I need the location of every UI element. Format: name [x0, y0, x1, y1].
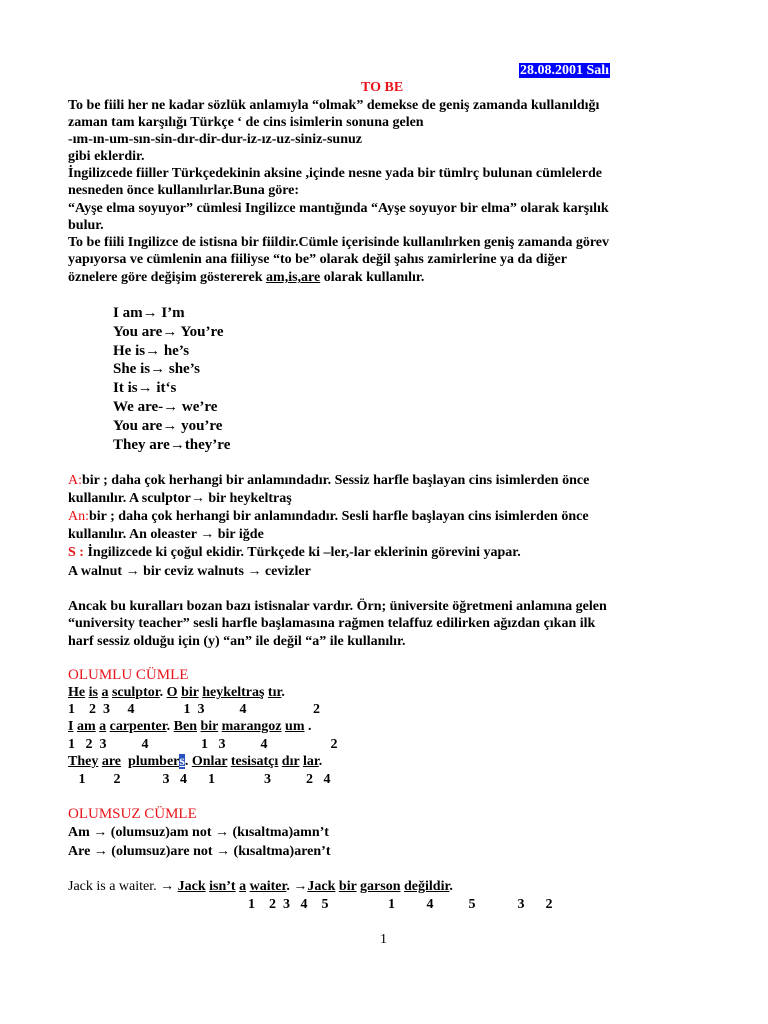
arrow-icon: → — [93, 844, 108, 859]
arrow-icon: → — [215, 825, 230, 840]
arrow-icon: → — [145, 343, 161, 359]
contraction-item: We are-→ we’re — [113, 399, 218, 415]
intro-line: nesneden önce kullanılırlar.Buna göre: — [68, 183, 300, 198]
arrow-icon: → — [247, 564, 262, 579]
arrow-icon: → — [137, 380, 153, 396]
contraction-item: It is→ it‘s — [113, 380, 177, 396]
positive-numbers-3: 1 2 3 4 1 3 2 4 — [68, 772, 331, 787]
article-a-example: kullanılır. A sculptor→ bir heykeltraş — [68, 491, 292, 506]
article-an-line: An:bir ; daha çok herhangi bir anlamındadır. Sesli harfle başlayan cins isimlerden önce — [68, 509, 589, 524]
arrow-icon: → — [162, 418, 178, 434]
walnut-example: A walnut → bir ceviz walnuts → cevizler — [68, 564, 311, 579]
article-an-example: kullanılır. An oleaster → bir iğde — [68, 527, 264, 542]
negative-sentence: Jack is a waiter. → Jack isn’t a waiter. →Jack bir garson değildir. — [68, 879, 453, 894]
arrow-icon: → — [125, 564, 140, 579]
exception-line: Ancak bu kuralları bozan bazı istisnalar vardır. Örn; üniversite öğretmeni anlamına gelen — [68, 599, 607, 614]
arrow-icon: → — [142, 305, 158, 321]
arrow-icon: → — [200, 527, 215, 542]
positive-numbers-1: 1 2 3 4 1 3 4 2 — [68, 702, 320, 717]
arrow-icon: → — [93, 825, 108, 840]
negative-are-line: Are → (olumsuz)are not → (kısaltma)aren’t — [68, 844, 331, 859]
positive-heading: OLUMLU CÜMLE — [68, 667, 189, 683]
arrow-icon: → — [190, 491, 205, 506]
contraction-item: I am→ I’m — [113, 305, 185, 321]
arrow-icon: → — [293, 879, 308, 894]
exception-line: harf sessiz olduğu için (y) “an” ile değil “a” ile kullanılır. — [68, 634, 406, 649]
intro-line: To be fiili her ne kadar sözlük anlamıyla “olmak” demekse de geniş zamanda kullanıldığı — [68, 98, 600, 113]
arrow-icon: → — [150, 361, 166, 377]
positive-numbers-2: 1 2 3 4 1 3 4 2 — [68, 737, 338, 752]
arrow-icon: → — [160, 879, 175, 894]
exception-line: “university teacher” sesli harfle başlamasına rağmen telaffuz edilirken ağızdan çıkan ilk — [68, 616, 596, 631]
intro-line: -ım-ın-um-sın-sin-dır-dir-dur-iz-ız-uz-siniz-sunuz — [68, 132, 362, 147]
contraction-item: He is→ he’s — [113, 343, 190, 359]
contraction-item: They are→they’re — [113, 437, 231, 453]
intro-line: öznelere göre değişim göstererek am,is,are olarak kullanılır. — [68, 270, 425, 285]
plural-s-line: S : İngilizcede ki çoğul ekidir. Türkçede ki –ler,-lar eklerinin görevini yapar. — [68, 545, 521, 560]
page-number: 1 — [380, 932, 387, 947]
positive-sentence-3: They are plumbers. Onlar tesisatçı dır lar. — [68, 754, 323, 769]
arrow-icon: → — [162, 324, 178, 340]
intro-line: To be fiili Ingilizce de istisna bir fiildir.Cümle içerisinde kullanılırken geniş zamanda görev — [68, 235, 609, 250]
arrow-icon: → — [163, 399, 179, 415]
article-a-line: A:bir ; daha çok herhangi bir anlamındadır. Sessiz harfle başlayan cins isimlerden önce — [68, 473, 590, 488]
negative-heading: OLUMSUZ CÜMLE — [68, 806, 197, 822]
contraction-item: You are→ You’re — [113, 324, 224, 340]
negative-am-line: Am → (olumsuz)am not → (kısaltma)amn’t — [68, 825, 329, 840]
intro-line: bulur. — [68, 218, 104, 233]
page-title: TO BE — [361, 80, 404, 95]
intro-line: gibi eklerdir. — [68, 149, 145, 164]
arrow-icon: → — [216, 844, 231, 859]
intro-line: yapıyorsa ve cümlenin ana fiiliyse “to be” olarak değil şahıs zamirlerine ya da diğer — [68, 252, 567, 267]
date: 28.08.2001 Salı — [520, 63, 610, 78]
contraction-item: You are→ you’re — [113, 418, 223, 434]
positive-sentence-2: I am a carpenter. Ben bir marangoz um . — [68, 719, 312, 734]
intro-line: zaman tam karşılığı Türkçe ‘ de cins isimlerin sonuna gelen — [68, 115, 424, 130]
negative-numbers: 1 2 3 4 5 1 4 5 3 2 — [248, 897, 553, 912]
arrow-icon: → — [169, 437, 185, 453]
intro-line: İngilizcede fiiller Türkçedekinin aksine ,içinde nesne yada bir tümlrç bulunan cümlelerde — [68, 166, 602, 181]
positive-sentence-1: He is a sculptor. O bir heykeltraş tır. — [68, 685, 285, 700]
contraction-item: She is→ she’s — [113, 361, 200, 377]
intro-line: “Ayşe elma soyuyor” cümlesi Ingilizce mantığında “Ayşe soyuyor bir elma” olarak karşılık — [68, 201, 609, 216]
